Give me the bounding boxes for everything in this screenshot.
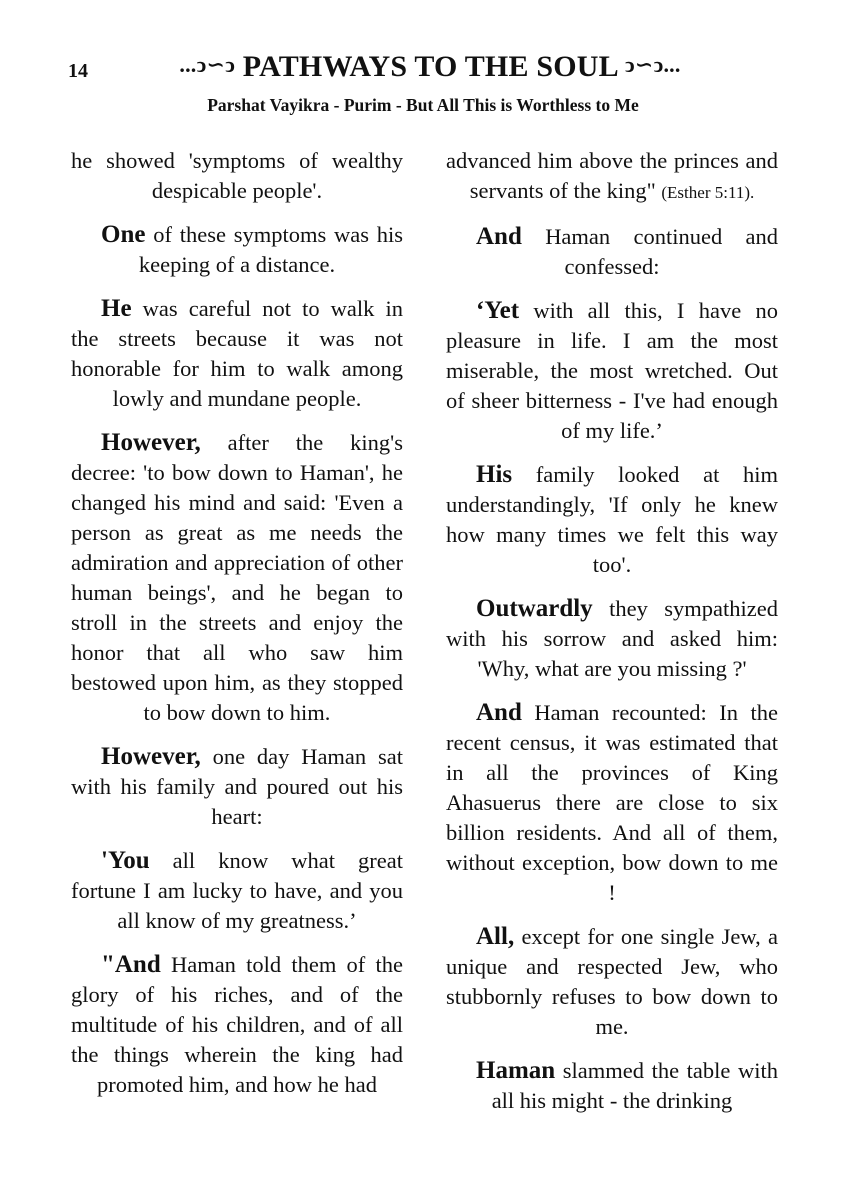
right-column — [446, 146, 778, 1130]
paragraph — [446, 922, 778, 1042]
lead-word: His — [476, 461, 513, 488]
paragraph — [446, 222, 778, 282]
lead-word: And — [476, 699, 522, 726]
paragraph-text: except for one single Jew, a unique and respected Jew, who stubbornly refuses to bow down to me. — [446, 924, 778, 1039]
chapter-subtitle: Parshat Vayikra - Purim - But All This is Worthless to Me — [207, 95, 639, 115]
page-number: 14 — [68, 60, 88, 82]
lead-word: He — [101, 295, 132, 322]
paragraph — [446, 698, 778, 908]
paragraph — [446, 1056, 778, 1116]
paragraph — [71, 220, 403, 280]
ornament-right: ↄ∽ↄ... — [624, 52, 681, 77]
paragraph — [446, 594, 778, 684]
running-header — [130, 50, 730, 84]
paragraph-text: one day Haman sat with his family and poured out his heart: — [71, 744, 403, 829]
paragraph-text: slammed the table with all his might - the drinking — [491, 1058, 778, 1113]
paragraph — [71, 742, 403, 832]
lead-word: Outwardly — [476, 595, 593, 622]
citation: (Esther 5:11). — [661, 183, 755, 202]
paragraph — [71, 294, 403, 414]
paragraph-text: they sympathized with his sorrow and asked him: 'Why, what are you missing ?' — [446, 596, 778, 681]
lead-word: "And — [101, 951, 161, 978]
lead-word: Haman — [476, 1057, 556, 1084]
paragraph-text: family looked at him understandingly, 'If only he knew how many times we felt this way too'. — [446, 462, 778, 577]
paragraph-text: Haman told them of the glory of his riches, and of the multitude of his children, and of all the things wherein the king had promoted him, and how he had — [71, 952, 403, 1097]
paragraph-text: Haman continued and confessed: — [521, 224, 778, 279]
paragraph-text: advanced him above the princes and servants of the king" — [446, 148, 778, 203]
paragraph — [446, 146, 778, 208]
paragraph-text: with all this, I have no pleasure in life. I am the most miserable, the most wretched. Out of sheer bitterness - I've had enough of my life.’ — [446, 298, 778, 443]
paragraph-text: was careful not to walk in the streets because it was not honorable for him to walk among lowly and mundane people. — [71, 296, 403, 411]
paragraph-text: of these symptoms was his keeping of a distance. — [138, 222, 403, 277]
book-title: PATHWAYS TO THE SOUL — [242, 50, 618, 83]
paragraph-text: Haman recounted: In the recent census, it was estimated that in all the provinces of King Ahasuerus there are close to six billion residents. And all of them, without exception, bow down to me ! — [446, 700, 778, 905]
ornament-left: ...ↄ∽ↄ — [179, 52, 236, 77]
paragraph — [71, 428, 403, 728]
paragraph — [71, 950, 403, 1100]
paragraph — [71, 146, 403, 206]
lead-word: However, — [101, 743, 201, 770]
lead-word: 'You — [101, 847, 150, 874]
paragraph-text: after the king's decree: 'to bow down to Haman', he changed his mind and said: 'Even a person as great as me needs the admiration and appreciation of other human beings', and he began to stroll in the streets and enjoy the honor that all who saw him bestowed upon him, as they stopped to bow down to him. — [71, 430, 403, 725]
lead-word: All, — [476, 923, 515, 950]
paragraph — [446, 296, 778, 446]
lead-word: However, — [101, 429, 201, 456]
lead-word: One — [101, 221, 146, 248]
lead-word: And — [476, 223, 522, 250]
lead-word: ‘Yet — [476, 297, 520, 324]
left-column — [71, 146, 403, 1114]
paragraph — [446, 460, 778, 580]
paragraph — [71, 846, 403, 936]
paragraph-text: all know what great fortune I am lucky to have, and you all know of my greatness.’ — [71, 848, 403, 933]
paragraph-text: he showed 'symptoms of wealthy despicable people'. — [71, 148, 403, 203]
